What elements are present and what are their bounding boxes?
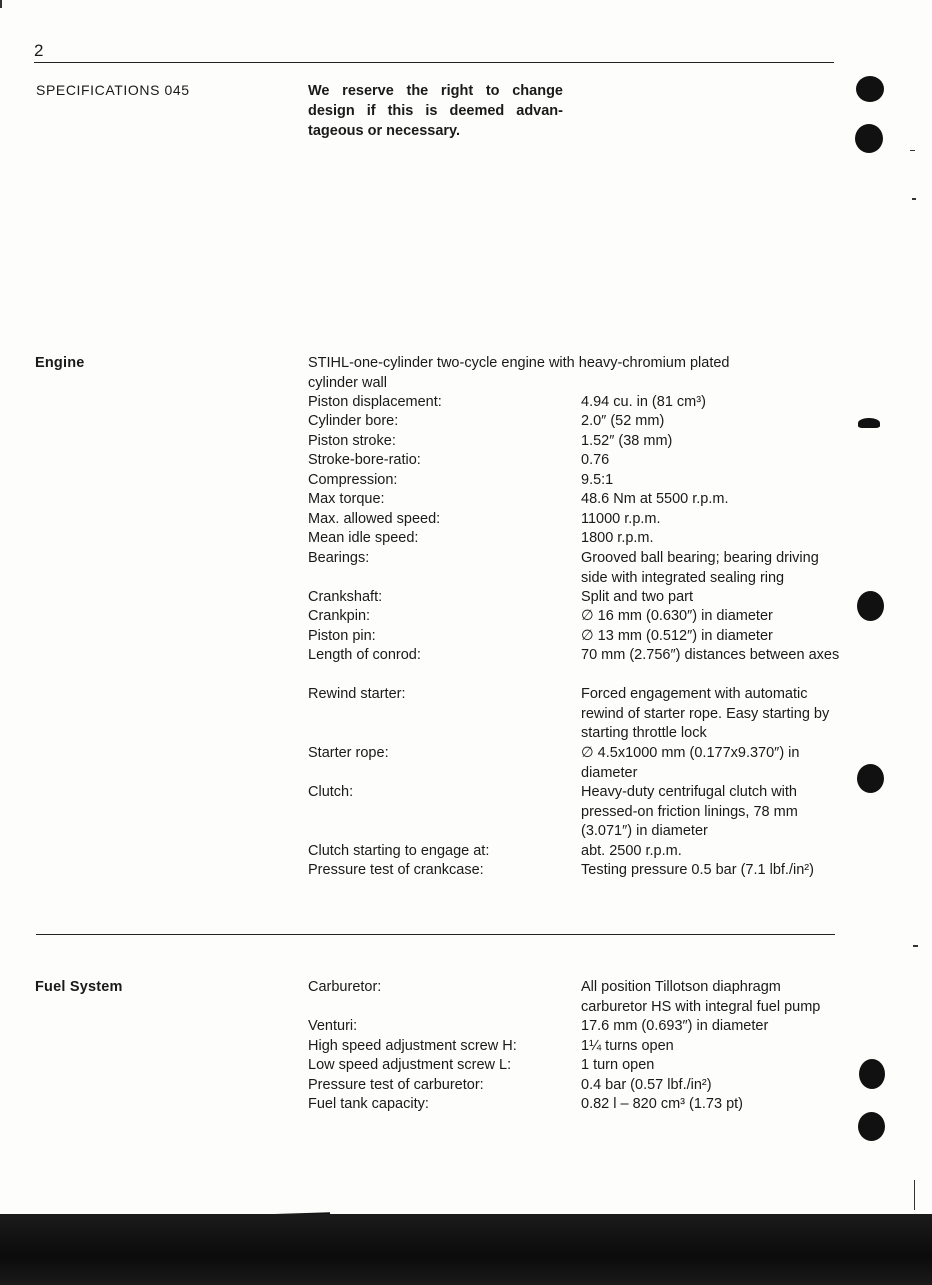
binder-hole: [858, 418, 880, 428]
spec-value: ∅ 16 mm (0.630″) in diameter: [581, 608, 773, 624]
binder-hole: [857, 764, 884, 793]
spec-value: 0.4 bar (0.57 lbf./in²): [581, 1077, 712, 1093]
spec-label: Fuel tank capacity:: [308, 1096, 429, 1112]
spec-label: Clutch:: [308, 784, 354, 800]
binder-hole: [858, 1112, 885, 1141]
spec-value: Split and two part: [581, 589, 694, 605]
fuel-system-section-title: Fuel System: [35, 979, 123, 995]
spec-label: Mean idle speed:: [308, 530, 419, 546]
spec-value: 70 mm (2.756″) distances between axes: [581, 647, 840, 663]
spec-label: Carburetor:: [308, 979, 382, 995]
spec-value: 0.76: [581, 452, 610, 468]
spec-label: Crankpin:: [308, 608, 371, 624]
spec-label: Piston stroke:: [308, 433, 396, 449]
top-rule: [34, 62, 834, 63]
spec-label: Length of conrod:: [308, 647, 421, 663]
spec-value: abt. 2500 r.p.m.: [581, 843, 682, 859]
spec-value: 4.94 cu. in (81 cm³): [581, 394, 706, 410]
spec-label: Max torque:: [308, 491, 385, 507]
spec-value: 1.52″ (38 mm): [581, 433, 673, 449]
spec-value: Testing pressure 0.5 bar (7.1 lbf./in²): [581, 862, 814, 878]
spec-value: Grooved ball bearing; bearing driving side with integrated sealing ring: [581, 550, 819, 586]
binder-hole: [859, 1059, 885, 1089]
binder-hole: [857, 591, 884, 621]
spec-label: Starter rope:: [308, 745, 389, 761]
spec-value: 2.0″ (52 mm): [581, 413, 665, 429]
spec-label: Pressure test of carburetor:: [308, 1077, 484, 1093]
spec-value: ∅ 13 mm (0.512″) in diameter: [581, 628, 773, 644]
spec-label: Cylinder bore:: [308, 413, 399, 429]
scan-speck: [910, 150, 915, 151]
spec-value: Heavy-duty centrifugal clutch with pressed-on friction linings, 78 mm (3.071″) in diameter: [581, 784, 798, 839]
scan-speck: [0, 0, 2, 8]
spec-label: Max. allowed speed:: [308, 511, 441, 527]
spec-label: Stroke-bore-ratio:: [308, 452, 421, 468]
scan-speck: [914, 1180, 915, 1210]
spec-label: Rewind starter:: [308, 686, 406, 702]
spec-value: ∅ 4.5x1000 mm (0.177x9.370″) in diameter: [581, 745, 800, 781]
scan-shadow-band: [0, 1214, 932, 1285]
spec-label: Crankshaft:: [308, 589, 383, 605]
binder-hole: [855, 124, 883, 153]
spec-value: 17.6 mm (0.693″) in diameter: [581, 1018, 769, 1034]
spec-label: Piston pin:: [308, 628, 376, 644]
scan-speck: [913, 945, 918, 947]
spec-label: Bearings:: [308, 550, 370, 566]
spec-value: 11000 r.p.m.: [581, 511, 661, 527]
spec-value: 1¼ turns open: [581, 1038, 674, 1054]
spec-value: Forced engagement with automatic rewind of starter rope. Easy starting by starting throttle lock: [581, 686, 830, 741]
spec-label: Piston displacement:: [308, 394, 442, 410]
design-change-notice: We reserve the right to change design if this is deemed advan- tageous or necessary.: [308, 83, 563, 139]
spec-value: 48.6 Nm at 5500 r.p.m.: [581, 491, 729, 507]
specifications-title: SPECIFICATIONS 045: [36, 82, 190, 98]
engine-intro: STIHL-one-cylinder two-cycle engine with heavy-chromium plated cylinder wall: [308, 355, 730, 391]
spec-label: High speed adjustment screw H:: [308, 1038, 517, 1054]
spec-value: All position Tillotson diaphragm carburetor HS with integral fuel pump: [581, 979, 821, 1015]
engine-section-title: Engine: [35, 355, 85, 371]
section-divider: [36, 934, 835, 935]
spec-label: Pressure test of crankcase:: [308, 862, 484, 878]
scan-speck: [912, 198, 916, 200]
spec-value: 9.5:1: [581, 472, 614, 488]
spec-label: Low speed adjustment screw L:: [308, 1057, 512, 1073]
spec-label: Venturi:: [308, 1018, 358, 1034]
spec-value: 1800 r.p.m.: [581, 530, 654, 546]
spec-label: Clutch starting to engage at:: [308, 843, 490, 859]
spec-label: Compression:: [308, 472, 398, 488]
spec-value: 1 turn open: [581, 1057, 655, 1073]
page-number: 2: [34, 41, 44, 60]
binder-hole: [856, 76, 884, 102]
spec-value: 0.82 l – 820 cm³ (1.73 pt): [581, 1096, 743, 1112]
